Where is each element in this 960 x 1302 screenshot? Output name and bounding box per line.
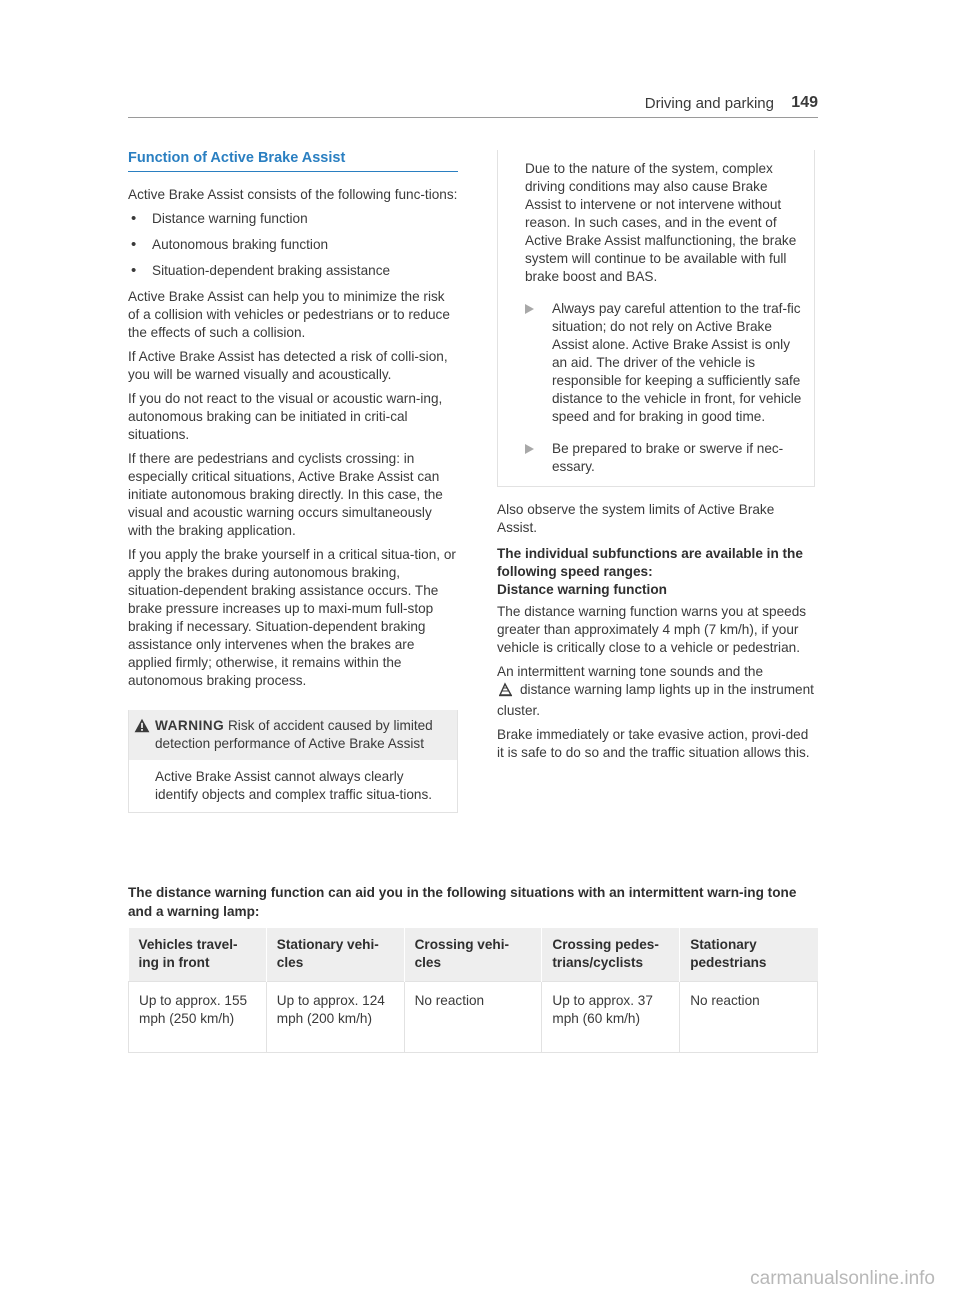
info-text: Due to the nature of the system, complex driving conditions may also cause Brake Assist to intervene or not intervene without reason. In such cases, and in the event of Active Brake Assist malfunctioning, the brake system will continue to be available with full brake boost and BAS. bbox=[525, 161, 797, 284]
body-paragraph: If Active Brake Assist has detected a risk of colli-sion, you will be warned visually and acoustically. bbox=[128, 349, 448, 382]
header-section-title: Driving and parking bbox=[644, 95, 774, 112]
table-header-row bbox=[129, 928, 818, 982]
tone-prefix: An intermittent warning tone sounds and the bbox=[497, 664, 764, 679]
distance-heading: Distance warning function bbox=[497, 582, 667, 597]
intro-paragraph: Active Brake Assist consists of the following func-tions: bbox=[128, 187, 458, 202]
list-item: • Distance warning function bbox=[128, 210, 458, 228]
section-title: Function of Active Brake Assist bbox=[128, 150, 458, 172]
subfunctions-heading: The individual subfunctions are available in the following speed ranges: bbox=[497, 546, 803, 579]
distance-warning-lamp-icon bbox=[497, 682, 514, 702]
action-item bbox=[525, 300, 802, 426]
function-list bbox=[128, 210, 458, 280]
page-number: 149 bbox=[791, 94, 818, 111]
action-text: Always pay careful attention to the traf-fic situation; do not rely on Active Brake Assist alone. Active Brake Assist is only an aid. The driver of the vehicle is responsible for keeping a sufficiently safe distance to the vehicle in front, for vehicle speed and for braking in good time. bbox=[552, 301, 802, 424]
body-paragraph: If you apply the brake yourself in a critical situa-tion, or apply the brakes during autonomous braking, situation-dependent braking assistance occurs. The brake pressure increases up to maxi-mum full-stop braking if necessary. Situation-dependent braking assistance only intervenes when the brakes are applied firmly; otherwise, it remains within the autonomous braking process. bbox=[128, 547, 456, 688]
warning-header bbox=[129, 710, 457, 760]
tone-text: distance warning lamp lights up in the instrument cluster. bbox=[497, 682, 814, 718]
warning-box bbox=[128, 710, 458, 813]
warning-triangle-icon bbox=[129, 717, 155, 753]
table-cell: No reaction bbox=[404, 982, 542, 1053]
table-row bbox=[129, 982, 818, 1053]
table-cell: Up to approx. 37 mph (60 km/h) bbox=[542, 982, 680, 1053]
action-text: Be prepared to brake or swerve if nec-essary. bbox=[552, 441, 784, 474]
table-cell: No reaction bbox=[680, 982, 818, 1053]
warning-title: Risk of accident caused by limited detection performance of Active Brake Assist bbox=[155, 718, 433, 751]
distance-paragraph: The distance warning function warns you at speeds greater than approximately 4 mph (7 km/h), if your vehicle is critically close to a vehicle or pedestrian. bbox=[497, 604, 807, 655]
column-header: Vehicles travel-ing in front bbox=[129, 928, 267, 982]
watermark: carmanualsonline.info bbox=[750, 1268, 935, 1289]
column-header: Crossing vehi-cles bbox=[404, 928, 542, 982]
table-heading: The distance warning function can aid you in the following situations with an intermittent warn-ing tone and a warning lamp: bbox=[128, 885, 797, 919]
column-header: Crossing pedes-trians/cyclists bbox=[542, 928, 680, 982]
action-arrow-icon bbox=[525, 304, 534, 314]
action-item bbox=[525, 440, 802, 476]
column-header: Stationary pedestrians bbox=[680, 928, 818, 982]
action-arrow-icon bbox=[525, 444, 534, 454]
body-paragraph: If there are pedestrians and cyclists crossing: in especially critical situations, Active Brake Assist can initiate autonomous braking directly. In this case, the visual and acoustic warning occurs simultaneously with the braking application. bbox=[128, 451, 443, 538]
list-item: • Situation-dependent braking assistance bbox=[128, 262, 458, 280]
left-column bbox=[128, 150, 458, 813]
tone-paragraph bbox=[497, 663, 817, 720]
page-header bbox=[128, 93, 818, 118]
observe-paragraph: Also observe the system limits of Active Brake Assist. bbox=[497, 502, 775, 535]
body-paragraph: If you do not react to the visual or acoustic warn-ing, autonomous braking can be initiated in criti-cal situations. bbox=[128, 391, 443, 442]
brake-paragraph: Brake immediately or take evasive action, provi-ded it is safe to do so and the traffic situation allows this. bbox=[497, 727, 810, 760]
right-column bbox=[497, 150, 817, 768]
info-box bbox=[497, 150, 815, 487]
column-header: Stationary vehi-cles bbox=[266, 928, 404, 982]
list-item: • Autonomous braking function bbox=[128, 236, 458, 254]
table-cell: Up to approx. 124 mph (200 km/h) bbox=[266, 982, 404, 1053]
table-cell: Up to approx. 155 mph (250 km/h) bbox=[129, 982, 267, 1053]
warning-body: Active Brake Assist cannot always clearly identify objects and complex traffic situa-tions. bbox=[155, 769, 433, 802]
warning-heading bbox=[155, 717, 447, 753]
warning-label: WARNING bbox=[155, 718, 225, 733]
speed-range-table bbox=[128, 928, 818, 1053]
body-paragraph: Active Brake Assist can help you to minimize the risk of a collision with vehicles or pedestrians or to reduce the effects of such a collision. bbox=[128, 289, 450, 340]
